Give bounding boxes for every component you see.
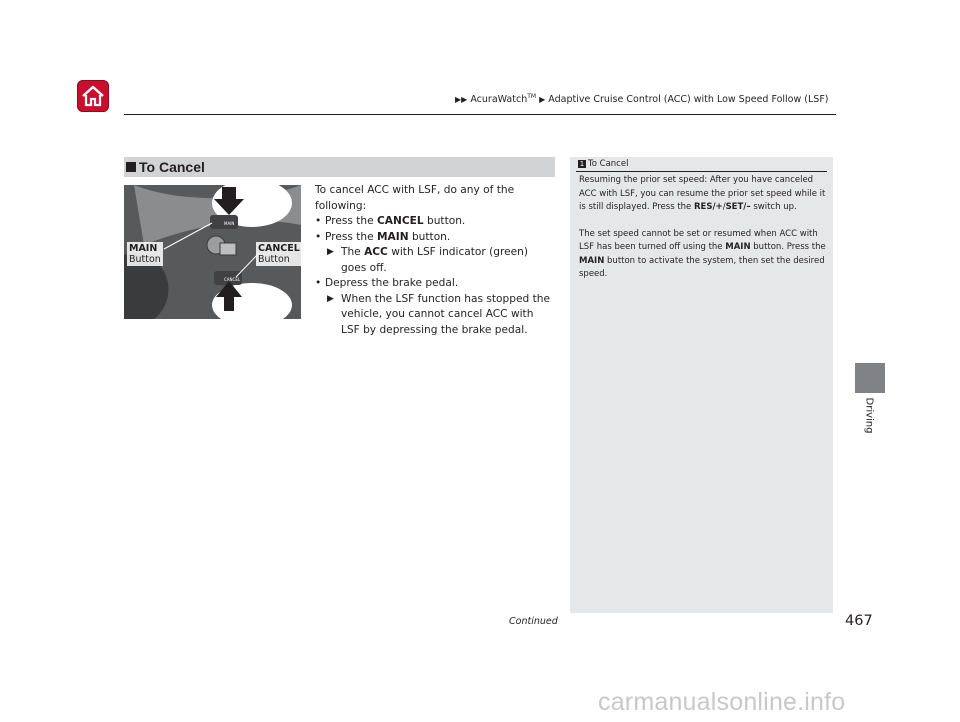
main-button-label: MAIN Button xyxy=(129,243,161,265)
section-heading xyxy=(124,157,555,177)
body-text xyxy=(315,183,555,338)
continued-link[interactable]: Continued xyxy=(509,616,558,627)
sidebar-text xyxy=(579,174,829,295)
bullet-main-result: ▶ The ACC with LSF indicator (green) goes off. xyxy=(327,246,528,274)
sidebar-heading xyxy=(578,159,628,169)
sidebar-rule xyxy=(576,171,827,172)
sidebar-title: To Cancel xyxy=(588,159,629,169)
page-number: 467 xyxy=(845,613,873,629)
watermark: carmanualsonline.info xyxy=(598,688,846,716)
sidebar-paragraph-2: The set speed cannot be set or resumed when ACC with LSF has been turned off using the MAIN button. Press the MAIN button to activate the system, then set the desired speed. xyxy=(579,228,826,279)
breadcrumb-arrow-icon: ▶▶ xyxy=(455,95,468,105)
sidebar-paragraph-1: Resuming the prior set speed: After you have canceled ACC with LSF, you can resume the prior set speed while it is still displayed. Press the RES/+/SET/– switch up. xyxy=(579,175,826,212)
home-button[interactable] xyxy=(77,80,109,112)
section-title: To Cancel xyxy=(139,159,205,175)
cancel-button-label: CANCEL Button xyxy=(258,243,300,265)
bullet-brake-result: ▶ When the LSF function has stopped the vehicle, you cannot cancel ACC with LSF by depressing the brake pedal. xyxy=(327,292,550,336)
chapter-tab-label: Driving xyxy=(863,397,875,434)
breadcrumb xyxy=(455,93,829,105)
switch-main-text: MAIN xyxy=(224,221,235,226)
breadcrumb-brand[interactable]: AcuraWatch™ xyxy=(470,93,537,106)
header-rule xyxy=(124,114,836,115)
section-square-icon xyxy=(126,162,136,172)
bullet-cancel: • Press the CANCEL button. xyxy=(315,214,555,230)
chapter-tab[interactable] xyxy=(855,363,885,393)
bullet-main: • Press the MAIN button. xyxy=(315,230,555,246)
steering-wheel-figure xyxy=(124,185,301,319)
intro-text: To cancel ACC with LSF, do any of the following: xyxy=(315,184,515,212)
home-icon xyxy=(81,85,105,107)
result-arrow-icon: ▶ xyxy=(327,293,334,304)
breadcrumb-section[interactable]: Adaptive Cruise Control (ACC) with Low Speed Follow (LSF) xyxy=(548,94,829,106)
result-arrow-icon: ▶ xyxy=(327,247,334,257)
breadcrumb-arrow-icon: ▶ xyxy=(539,95,546,105)
sidebar-note xyxy=(570,157,833,613)
bullet-brake: • Depress the brake pedal. xyxy=(315,276,555,292)
note-icon: 1 xyxy=(579,160,585,168)
switch-cancel-text: CANCEL xyxy=(224,277,241,282)
